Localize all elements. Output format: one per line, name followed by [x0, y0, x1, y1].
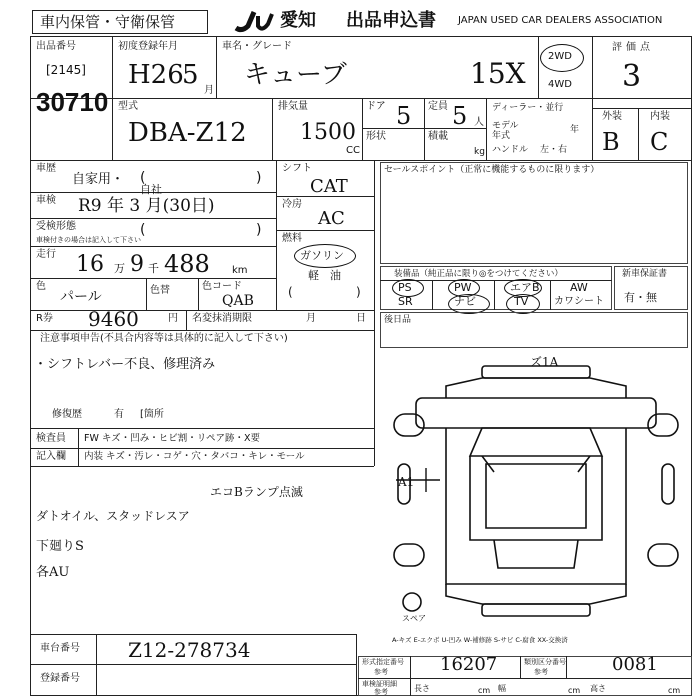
- ac-label: 冷房: [282, 199, 302, 210]
- chassis-label: 車台番号: [40, 643, 80, 654]
- row-line: [592, 108, 692, 109]
- col-line: [592, 36, 593, 160]
- receipt-label: 受検形態: [36, 221, 76, 232]
- car-name-label: 車名・グレード: [222, 41, 292, 52]
- damage-mark-front: ズ1A: [530, 355, 559, 369]
- color-code-value: QAB: [222, 293, 254, 309]
- model-label: 型式: [118, 101, 138, 112]
- equip-airbag: エアB: [510, 281, 540, 294]
- col-line: [362, 98, 363, 160]
- type-cert-label: 形式指定番号: [362, 658, 404, 666]
- class-label: 類別区分番号: [524, 658, 566, 666]
- inspector-label-2: 記入欄: [36, 451, 66, 462]
- use-paren-close: ): [256, 170, 262, 186]
- height-label: 高さ: [590, 684, 606, 693]
- color-label: 色: [36, 281, 46, 292]
- col-line: [432, 280, 433, 310]
- shift-value: CAT: [310, 176, 348, 197]
- col-line: [356, 634, 357, 696]
- damage-legend: A-キズ E-エクボ U-凹み W-補修跡 S-サビ C-腐食 XX-交換済: [392, 636, 568, 644]
- equip-pw: PW: [454, 281, 472, 294]
- row-line: [30, 448, 374, 449]
- chassis-value: Z12-278734: [128, 638, 251, 662]
- storage-type-label: 車内保管・守衛保管: [40, 13, 176, 31]
- equip-leather: カワシート: [554, 296, 604, 307]
- inspection-value: R9 年 3 月(30日): [78, 196, 215, 216]
- inspection-label: 車検: [36, 195, 56, 206]
- rear-box: [380, 312, 688, 348]
- row-line: [362, 128, 486, 129]
- first-reg-label: 初度登録年月: [118, 41, 178, 52]
- model-value: DBA-Z12: [128, 118, 247, 148]
- shift-label: シフト: [282, 163, 312, 174]
- repair-history-parts: [箇所: [140, 409, 164, 420]
- handwritten-note-2: ダトオイル、スタッドレスア: [36, 509, 190, 523]
- col-line: [520, 656, 521, 678]
- col-line: [550, 280, 551, 310]
- handle-options: 左・右: [540, 145, 568, 155]
- handwritten-note-3: 下廻りS: [36, 539, 84, 554]
- col-line: [276, 160, 277, 310]
- col-line: [638, 108, 639, 160]
- listing-no-small: [2145]: [46, 63, 86, 77]
- color-code-label: 色コード: [202, 281, 242, 292]
- interior-grade: C: [650, 128, 669, 156]
- row-line: [30, 310, 374, 311]
- inspection-note: 自社: [140, 183, 162, 196]
- col-line: [410, 656, 411, 696]
- row-line: [30, 218, 276, 219]
- length-label: 長さ: [414, 684, 430, 693]
- rear-label: 後日品: [384, 315, 412, 325]
- spare-label: スペア: [402, 614, 426, 623]
- interior-label: 内装: [650, 111, 670, 122]
- kg-unit: kg: [474, 147, 485, 157]
- name-change-month: 月: [306, 313, 316, 324]
- exterior-label: 外装: [602, 111, 622, 122]
- mileage-10k: 16: [76, 252, 104, 277]
- listing-no-label: 出品番号: [36, 41, 76, 52]
- shape-label: 形状: [366, 131, 386, 142]
- listing-no-big: 30710: [36, 87, 109, 117]
- sales-point-title: セールスポイント（正常に機能するものに限ります）: [384, 165, 600, 175]
- receipt-paren-open: (: [140, 222, 146, 238]
- use-paren-open: (: [140, 170, 146, 186]
- fuel-gasoline: ガソリン: [300, 249, 344, 262]
- equip-tv: TV: [514, 295, 529, 308]
- inspector-label-1: 検査員: [36, 433, 66, 444]
- col-line: [566, 656, 567, 678]
- class-sub: 参考: [534, 668, 548, 676]
- col-line: [186, 310, 187, 330]
- fuel-paren-open: (: [288, 285, 293, 299]
- col-line: [78, 428, 79, 466]
- caution-text: ・シフトレバー不良、修理済み: [34, 357, 216, 372]
- km-unit: km: [232, 265, 248, 276]
- name-change-day: 日: [356, 313, 366, 324]
- r-ticket-value: 9460: [88, 307, 139, 331]
- repair-history-label: 修復歴: [52, 409, 82, 420]
- fuel-diesel: 軽 油: [308, 269, 341, 282]
- capacity-value: 5: [452, 102, 468, 130]
- capacity-label: 定員: [428, 101, 448, 112]
- col-line: [424, 98, 425, 160]
- year-unit: 年: [570, 125, 580, 135]
- equip-ps: PS: [398, 281, 412, 294]
- circle-tv: [506, 294, 540, 314]
- mileage-label: 走行: [36, 249, 56, 260]
- model-year-label-2: 年式: [492, 131, 511, 141]
- length-cm: cm: [478, 686, 491, 695]
- row-line: [30, 160, 692, 161]
- col-line: [374, 350, 375, 466]
- col-line: [216, 36, 217, 98]
- receipt-sub: 車検付きの場合は記入して下さい: [36, 236, 141, 244]
- form-title: 出品申込書: [346, 10, 436, 31]
- drive-4wd: 4WD: [548, 79, 572, 90]
- col-line: [272, 98, 273, 160]
- mileage-10k-unit: 万: [114, 262, 125, 275]
- use-value: 自家用・: [72, 172, 125, 187]
- row-line: [30, 634, 356, 635]
- col-line: [96, 634, 97, 696]
- association-name: JAPAN USED CAR DEALERS ASSOCIATION: [458, 15, 663, 26]
- score-value: 3: [622, 59, 642, 94]
- damage-mark-side: A1: [398, 475, 415, 489]
- color-value: パール: [60, 289, 102, 305]
- ac-value: AC: [318, 208, 345, 229]
- row-line: [276, 230, 374, 231]
- drive-2wd-circle: [540, 44, 584, 72]
- car-grade: 15X: [470, 57, 526, 90]
- class-value: 0081: [612, 654, 658, 675]
- door-value: 5: [396, 102, 412, 130]
- capacity-unit: 人: [474, 117, 484, 128]
- col-line: [198, 278, 199, 310]
- load-label: 積載: [428, 131, 448, 142]
- name-change-label: 名変抹消期限: [192, 313, 252, 324]
- width-label: 幅: [498, 684, 506, 693]
- row-line: [358, 678, 692, 679]
- type-cert-value: 16207: [440, 654, 498, 675]
- inspector-fw-row: FW キズ・凹み・ヒビ割・リペア跡・X要: [84, 433, 261, 444]
- mileage-rest: 488: [164, 250, 210, 278]
- repair-history-has: 有: [114, 409, 124, 420]
- car-diagram: [386, 352, 686, 634]
- exterior-grade: B: [602, 128, 620, 156]
- circle-navi: [448, 294, 490, 314]
- r-ticket-label: R券: [36, 313, 53, 324]
- receipt-paren-close: ): [256, 222, 262, 238]
- dealer-label: ディーラー・並行: [492, 103, 564, 113]
- circle-ps: [392, 279, 424, 297]
- handle-label: ハンドル: [492, 145, 529, 155]
- fuel-paren-close: ): [356, 285, 361, 299]
- car-name: キューブ: [244, 60, 347, 90]
- fuel-gasoline-circle: [294, 244, 356, 268]
- caution-label: 注意事項申告(不具合内容等は具体的に記入して下さい): [40, 333, 288, 344]
- first-reg-month-unit: 月: [204, 85, 214, 96]
- warranty-options: 有・無: [624, 291, 657, 304]
- r-ticket-yen: 円: [168, 313, 178, 324]
- mileage-1k: 9: [130, 252, 144, 277]
- row-line: [30, 664, 356, 665]
- col-line: [486, 98, 487, 160]
- sales-point-box: [380, 162, 688, 264]
- use-label: 車歴: [36, 163, 56, 174]
- col-line: [494, 280, 495, 310]
- org-name: 愛知: [280, 10, 316, 31]
- row-line: [30, 466, 374, 467]
- first-reg-era-year: H26: [128, 60, 184, 90]
- model-year-label-1: モデル: [492, 121, 519, 131]
- repaint-label: 色替: [150, 285, 170, 296]
- col-line: [538, 36, 539, 98]
- mileage-1k-unit: 千: [148, 262, 159, 275]
- col-line: [374, 160, 375, 350]
- equip-aw: AW: [570, 281, 588, 294]
- score-label: 評価点: [612, 42, 654, 53]
- fuel-label: 燃料: [282, 233, 302, 244]
- inspector-interior-row: 内装 キズ・汚レ・コゲ・穴・タバコ・キレ・モール: [84, 451, 305, 462]
- type-cert-sub: 参考: [374, 668, 388, 676]
- col-line: [146, 278, 147, 310]
- displacement-value: 1500: [300, 120, 356, 145]
- handwritten-note-4: 各AU: [36, 565, 70, 580]
- dims-sub: 参考: [374, 688, 388, 696]
- height-cm: cm: [668, 686, 681, 695]
- equipment-title: 装備品（純正品に限り◎をつけてください）: [394, 269, 563, 279]
- col-line: [112, 36, 113, 160]
- warranty-label: 新車保証書: [622, 269, 668, 279]
- door-label: ドア: [366, 101, 386, 112]
- row-line: [30, 246, 276, 247]
- equip-sr: SR: [398, 295, 413, 308]
- width-cm: cm: [568, 686, 581, 695]
- row-line: [30, 428, 374, 429]
- equip-navi: ナビ: [454, 295, 476, 308]
- drive-2wd: 2WD: [548, 51, 572, 62]
- displacement-label: 排気量: [278, 101, 308, 112]
- first-reg-month: 5: [182, 60, 199, 90]
- row-line: [30, 330, 374, 331]
- handwritten-note-1: エコBランプ点滅: [210, 485, 303, 499]
- cc-unit: CC: [346, 145, 360, 156]
- ju-logo: [232, 8, 284, 34]
- dims-label: 車検証明細: [362, 680, 397, 688]
- reg-no-label: 登録番号: [40, 673, 80, 684]
- row-line: [30, 278, 276, 279]
